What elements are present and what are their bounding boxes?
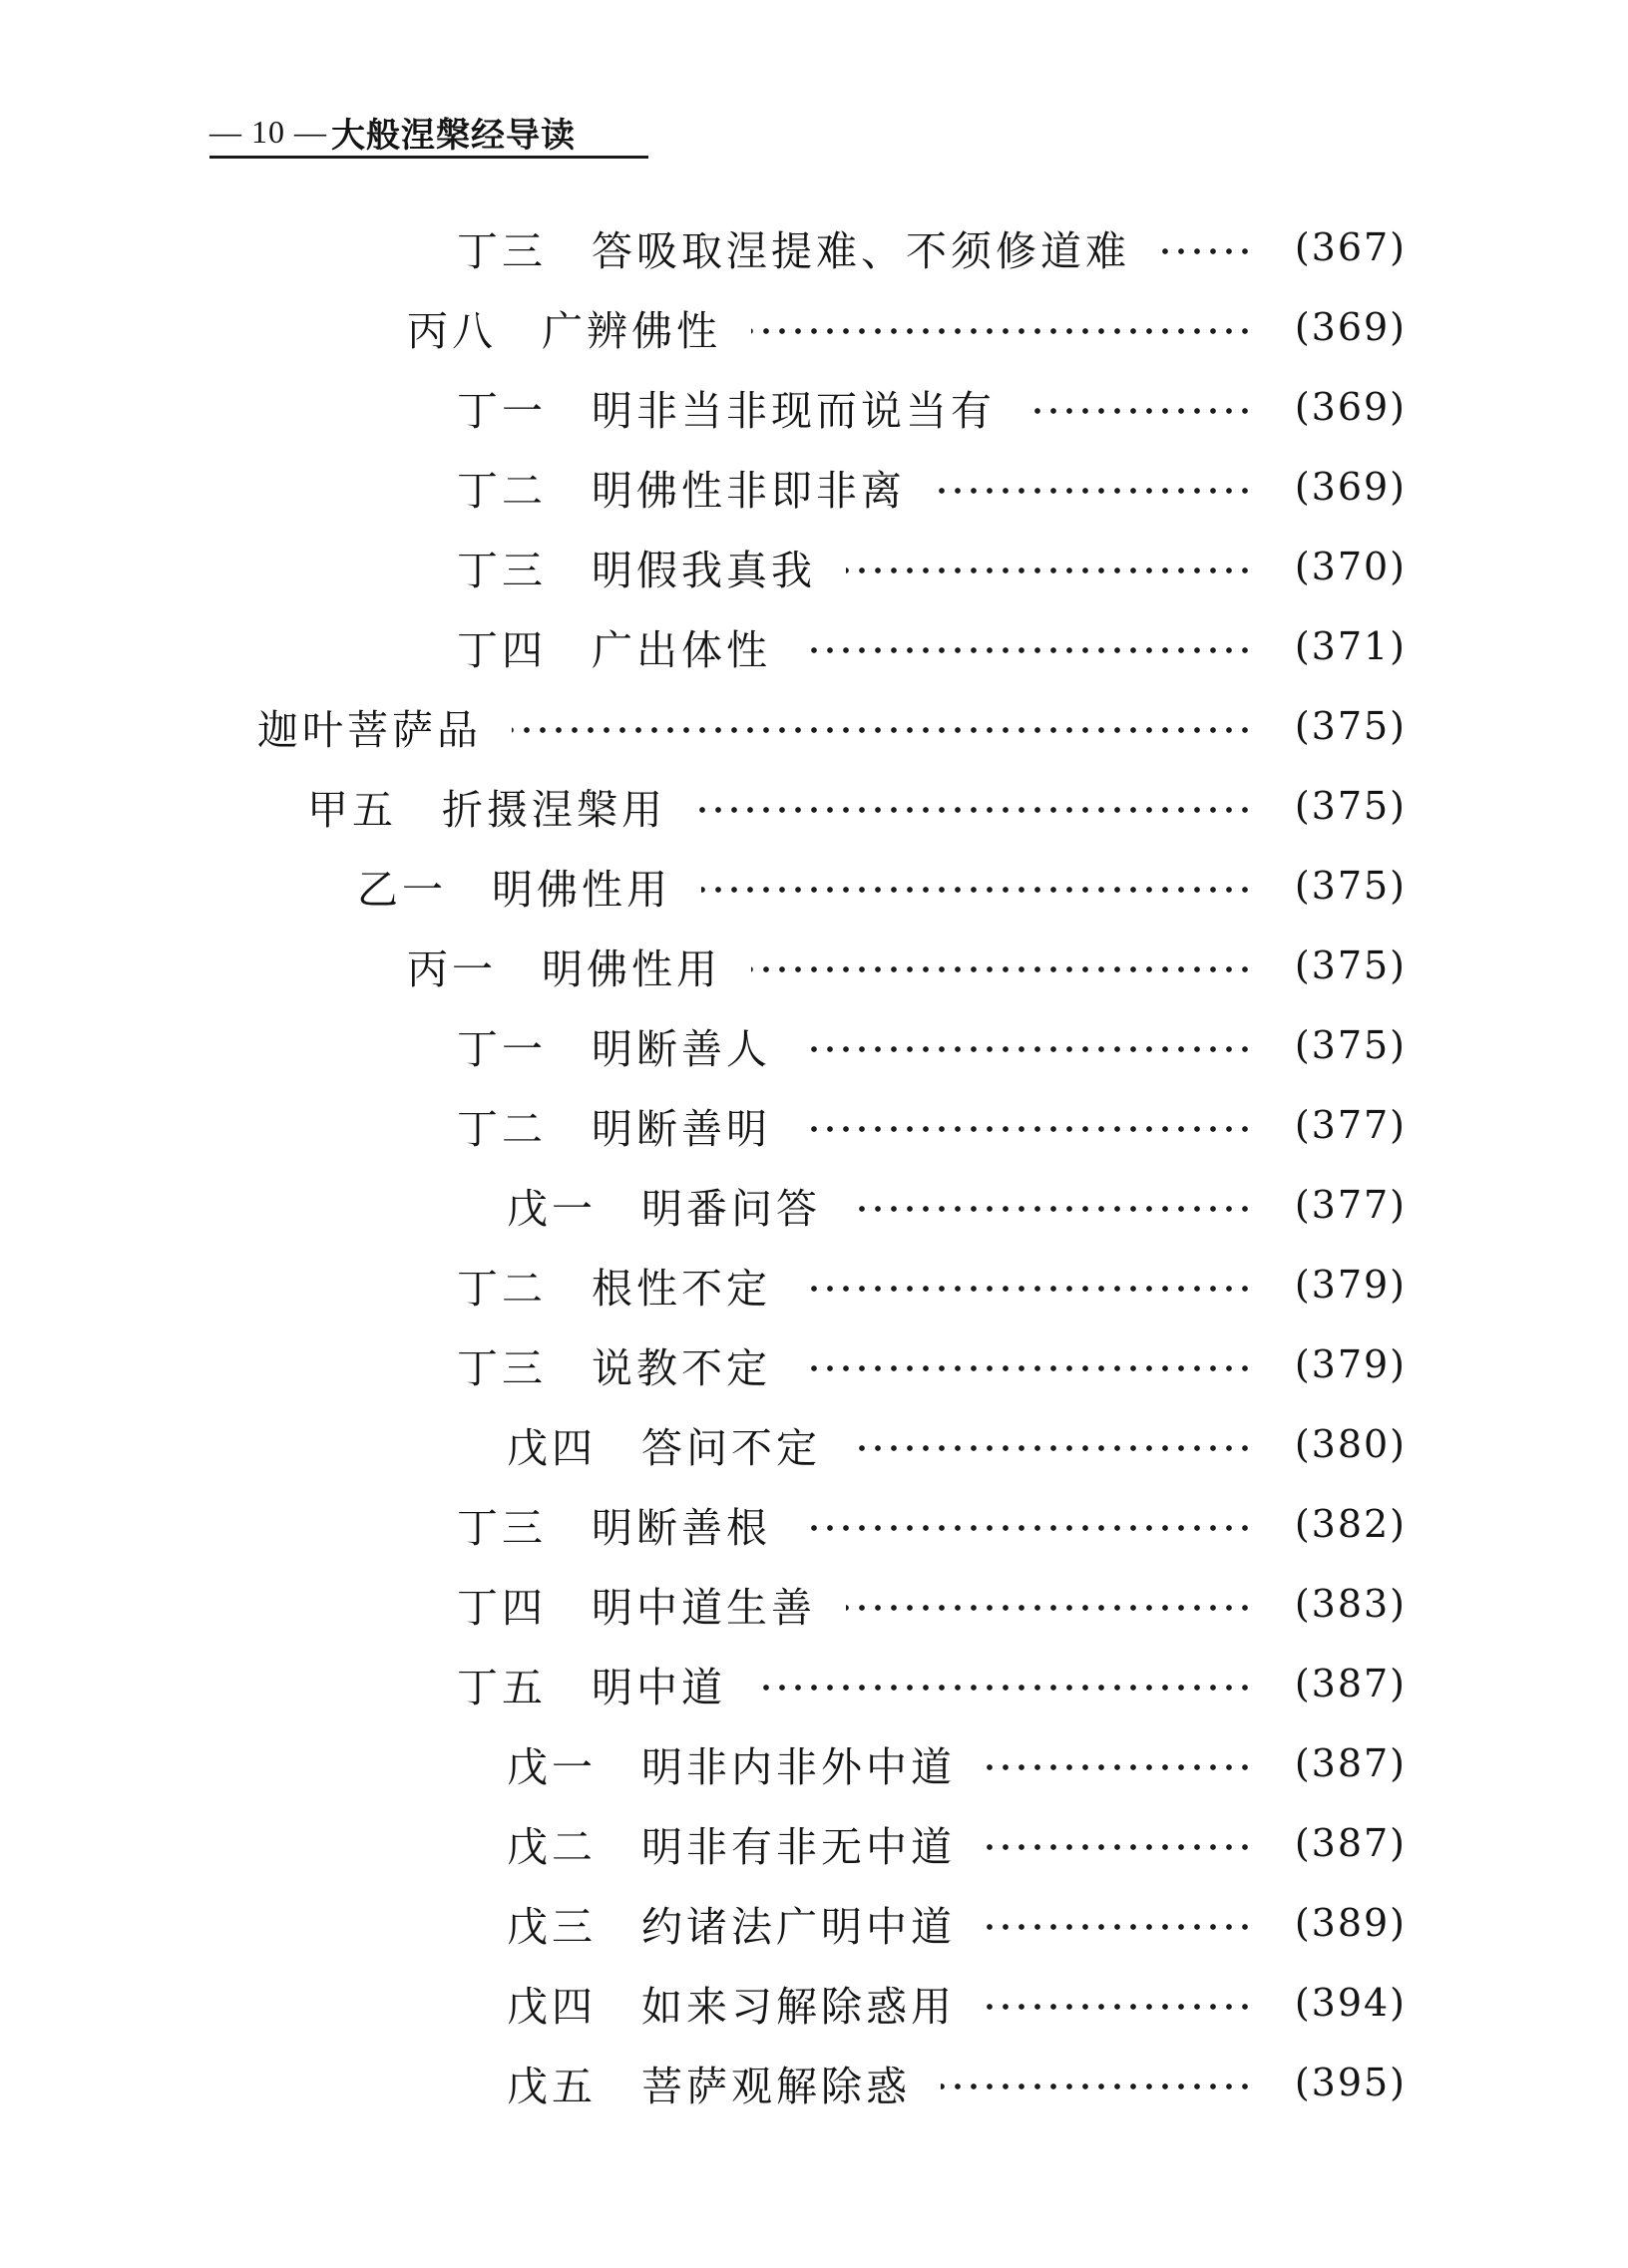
entry-title: 丁四 广出体性 xyxy=(457,625,771,674)
page-number: — 10 — xyxy=(209,113,327,150)
toc-entry xyxy=(0,766,1628,846)
dot-leader xyxy=(846,567,1253,574)
entry-title: 丁四 明中道生善 xyxy=(457,1583,816,1632)
toc-entry xyxy=(0,1803,1628,1883)
entry-page-number: (379) xyxy=(1294,1263,1407,1307)
entry-page-number: (375) xyxy=(1294,704,1407,748)
entry-page-number: (380) xyxy=(1294,1422,1407,1466)
dot-leader xyxy=(936,487,1253,495)
toc-entry xyxy=(0,1005,1628,1085)
entry-title: 丁三 答吸取涅提难、不须修道难 xyxy=(457,226,1130,275)
toc-entry xyxy=(0,1085,1628,1165)
entry-title: 丁一 明断善人 xyxy=(457,1024,771,1073)
entry-title: 丁一 明非当非现而说当有 xyxy=(457,386,996,435)
toc-entry xyxy=(0,1165,1628,1245)
dot-leader xyxy=(986,1763,1253,1771)
toc-entry xyxy=(0,926,1628,1005)
dot-leader xyxy=(986,2003,1253,2011)
entry-title: 戊四 答问不定 xyxy=(507,1423,821,1472)
entry-page-number: (375) xyxy=(1294,784,1407,828)
entry-page-number: (394) xyxy=(1294,1981,1407,2025)
dot-leader xyxy=(986,1923,1253,1931)
entry-title: 乙一 明佛性用 xyxy=(357,865,671,914)
toc-entry xyxy=(0,2043,1628,2122)
dot-leader xyxy=(751,965,1253,973)
entry-title: 戊五 菩萨观解除惑 xyxy=(507,2062,911,2110)
dot-leader xyxy=(941,2082,1253,2090)
toc-entry xyxy=(0,1404,1628,1484)
entry-title: 戊二 明非有非无中道 xyxy=(507,1822,956,1871)
entry-page-number: (367) xyxy=(1294,225,1407,269)
dot-leader xyxy=(756,1684,1253,1692)
entry-page-number: (375) xyxy=(1294,944,1407,987)
entry-page-number: (370) xyxy=(1294,545,1407,588)
entry-page-number: (387) xyxy=(1294,1662,1407,1705)
dot-leader xyxy=(512,726,1253,734)
toc-entry xyxy=(0,686,1628,766)
dot-leader xyxy=(986,1843,1253,1851)
toc-entry xyxy=(0,1883,1628,1963)
entry-title: 迦叶菩萨品 xyxy=(257,705,482,754)
toc-entry xyxy=(0,606,1628,686)
dot-leader xyxy=(846,1604,1253,1612)
entry-page-number: (369) xyxy=(1294,385,1407,429)
dot-leader xyxy=(851,1444,1253,1452)
running-header xyxy=(209,108,648,159)
entry-page-number: (387) xyxy=(1294,1741,1407,1785)
toc-entry xyxy=(0,846,1628,926)
toc-entry xyxy=(0,1644,1628,1723)
entry-page-number: (383) xyxy=(1294,1582,1407,1626)
dot-leader xyxy=(801,1285,1253,1293)
entry-title: 戊一 明非内非外中道 xyxy=(507,1742,956,1791)
entry-page-number: (389) xyxy=(1294,1901,1407,1945)
entry-title: 丙一 明佛性用 xyxy=(407,945,721,993)
toc-entry xyxy=(0,1484,1628,1564)
dot-leader xyxy=(801,1364,1253,1372)
dot-leader xyxy=(751,327,1253,335)
entry-title: 丁二 根性不定 xyxy=(457,1264,771,1313)
entry-page-number: (377) xyxy=(1294,1183,1407,1227)
entry-page-number: (379) xyxy=(1294,1342,1407,1386)
dot-leader xyxy=(701,886,1253,894)
entry-title: 戊三 约诸法广明中道 xyxy=(507,1902,956,1951)
dot-leader xyxy=(696,806,1253,814)
entry-page-number: (382) xyxy=(1294,1502,1407,1546)
entry-title: 丁二 明佛性非即非离 xyxy=(457,466,906,515)
toc-entry xyxy=(0,367,1628,447)
entry-title: 丁三 明断善根 xyxy=(457,1503,771,1552)
toc-entry xyxy=(0,1564,1628,1644)
entry-title: 丁三 说教不定 xyxy=(457,1343,771,1392)
entry-page-number: (375) xyxy=(1294,864,1407,908)
entry-title: 戊一 明番问答 xyxy=(507,1184,821,1233)
dot-leader xyxy=(801,1524,1253,1532)
entry-title: 甲五 折摄涅槃用 xyxy=(307,785,666,834)
entry-title: 戊四 如来习解除惑用 xyxy=(507,1982,956,2031)
entry-page-number: (375) xyxy=(1294,1023,1407,1067)
entry-title: 丁三 明假我真我 xyxy=(457,546,816,594)
dot-leader xyxy=(851,1205,1253,1213)
toc-entry xyxy=(0,1245,1628,1324)
entry-title: 丁二 明断善明 xyxy=(457,1104,771,1153)
toc-entry xyxy=(0,1723,1628,1803)
toc-entry xyxy=(0,207,1628,287)
toc-entry xyxy=(0,1963,1628,2043)
entry-page-number: (371) xyxy=(1294,624,1407,668)
dot-leader xyxy=(1025,407,1253,415)
entry-title: 丁五 明中道 xyxy=(457,1663,726,1711)
book-title: 大般涅槃经导读 xyxy=(331,115,576,156)
entry-title: 丙八 广辨佛性 xyxy=(407,306,721,355)
entry-page-number: (369) xyxy=(1294,465,1407,509)
dot-leader xyxy=(801,1045,1253,1053)
entry-page-number: (369) xyxy=(1294,305,1407,349)
toc-entry xyxy=(0,447,1628,527)
dot-leader xyxy=(801,646,1253,654)
entry-page-number: (377) xyxy=(1294,1103,1407,1147)
entry-page-number: (395) xyxy=(1294,2061,1407,2104)
dot-leader xyxy=(1160,247,1253,255)
toc-entry xyxy=(0,1324,1628,1404)
entry-page-number: (387) xyxy=(1294,1821,1407,1865)
toc-entry xyxy=(0,527,1628,606)
toc-entry xyxy=(0,287,1628,367)
dot-leader xyxy=(801,1125,1253,1133)
